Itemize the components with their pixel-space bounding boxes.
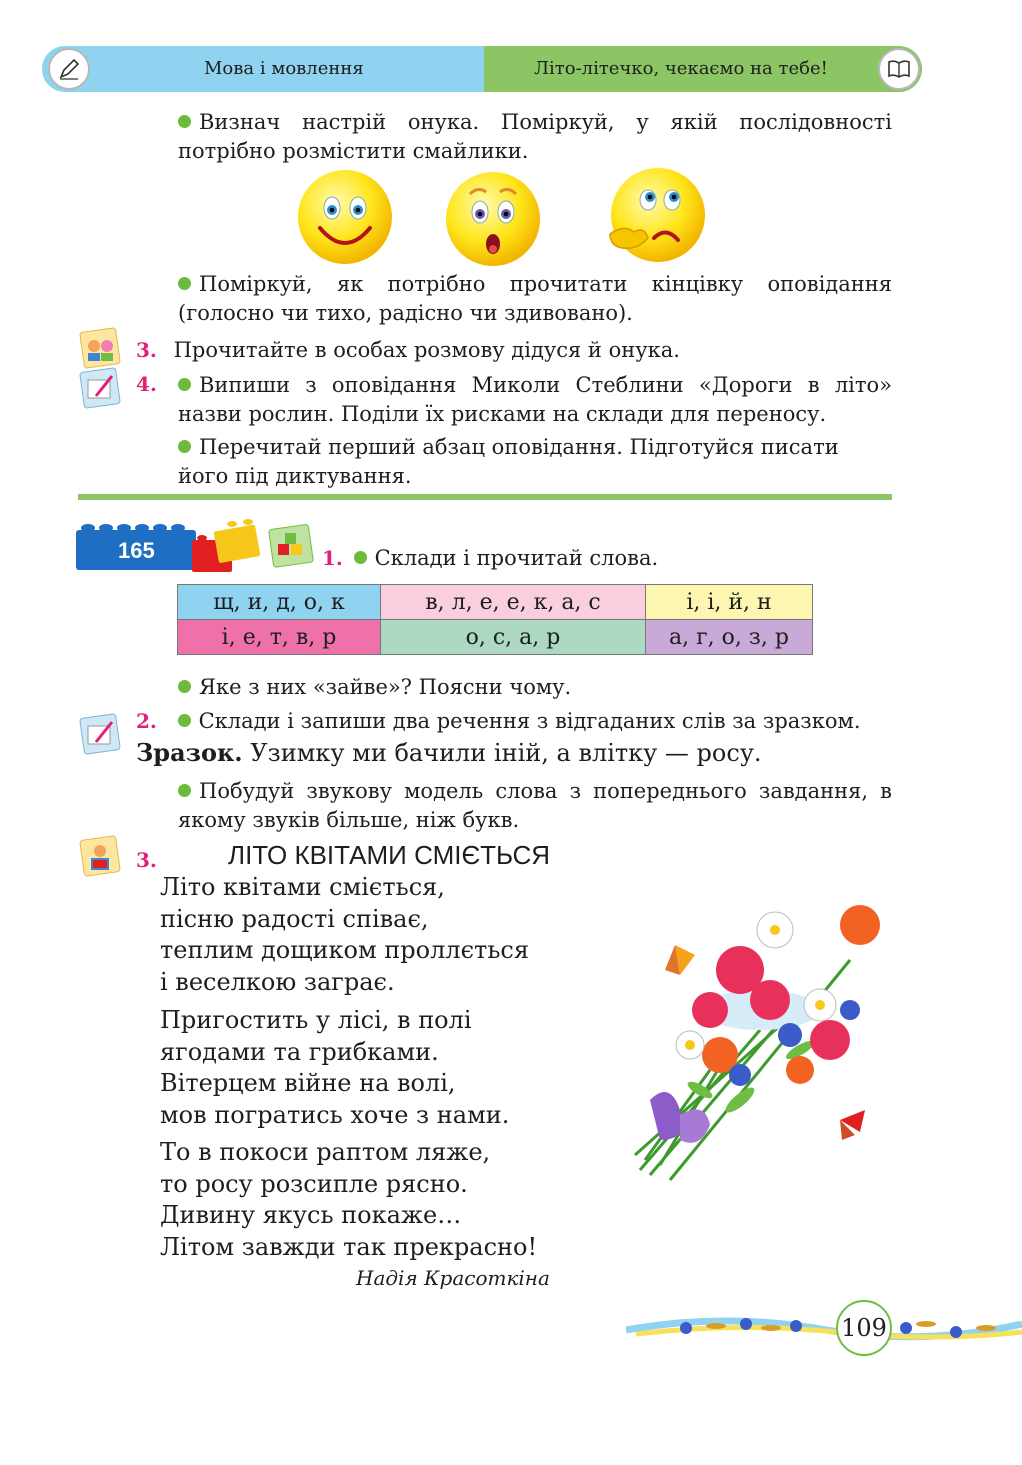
- poem-line: Літо квітами сміється,: [160, 873, 445, 901]
- sample-sentence: [136, 737, 762, 769]
- task-text: Прочитайте в особах розмову дідуся й онука.: [173, 338, 680, 362]
- footer-ornament: [626, 1302, 1022, 1352]
- pen-icon: [48, 48, 90, 90]
- task-bullet: [178, 433, 892, 491]
- poem-stanza: [160, 872, 529, 998]
- bullet-icon: [178, 277, 191, 290]
- poem-author: Надія Красоткіна: [356, 1266, 550, 1290]
- task-text: Перечитай перший абзац оповідання. Підготуйся писати його під диктування.: [178, 435, 839, 488]
- header-right-title: Літо-літечко, чекаємо на тебе!: [534, 58, 828, 79]
- task-bullet: [178, 371, 892, 429]
- table-row: [178, 620, 813, 655]
- table-row: [178, 585, 813, 620]
- bullet-icon: [178, 378, 191, 391]
- sample-label: Зразок.: [136, 738, 243, 767]
- poem-line: Дивину якусь покаже…: [160, 1201, 462, 1229]
- writing-icon: [78, 712, 122, 756]
- smiling-face-icon: [296, 168, 394, 266]
- butterfly-icon: [840, 1110, 865, 1140]
- exercise-2: [136, 707, 861, 736]
- poem-line: Літом завжди так прекрасно!: [160, 1232, 538, 1261]
- bullet-icon: [354, 551, 367, 564]
- poem-line: Вітерцем війне на волі,: [160, 1069, 456, 1097]
- task-bullet: [178, 108, 892, 166]
- poem-line: То в покоси раптом ляже,: [160, 1138, 491, 1166]
- poem-title: ЛІТО КВІТАМИ СМІЄТЬСЯ: [228, 840, 551, 870]
- task-number: 3.: [136, 848, 157, 872]
- butterfly-icon: [665, 945, 695, 975]
- bullet-icon: [178, 440, 191, 453]
- thinking-face-icon: [604, 166, 708, 266]
- task-text: Випиши з оповідання Миколи Стеблини «Дороги в літо» назви рослин. Поділи їх рисками на склади для переносу.: [178, 373, 892, 426]
- book-icon: [878, 48, 920, 90]
- task-bullet: [178, 777, 892, 835]
- poem-line: ягодами та грибками.: [160, 1037, 439, 1066]
- page-number: 109: [836, 1300, 892, 1356]
- section-divider: [78, 494, 892, 500]
- bullet-icon: [178, 784, 191, 797]
- poem-line: то росу розсипле рясно.: [160, 1169, 468, 1198]
- bullet-icon: [178, 115, 191, 128]
- table-cell: і, і, й, н: [646, 585, 813, 620]
- table-cell: в, л, е, е, к, а, с: [381, 585, 646, 620]
- table-cell: о, с, а, р: [381, 620, 646, 655]
- task-number: 4.: [136, 372, 157, 396]
- exercise-1: [322, 544, 658, 573]
- poem-line: і веселкою заграє.: [160, 967, 395, 996]
- poem-stanza: [160, 1137, 537, 1263]
- bullet-icon: [178, 680, 191, 693]
- kids-reading-icon: [78, 326, 122, 370]
- task-text: Яке з них «зайве»? Поясни чому.: [199, 675, 572, 699]
- task-text: Побудуй звукову модель слова з попереднього завдання, в якому звуків більше, ніж букв.: [178, 779, 892, 832]
- child-reading-icon: [78, 834, 122, 878]
- page-header: [42, 46, 922, 92]
- writing-icon: [78, 366, 122, 410]
- poem-line: мов погратись хоче з нами.: [160, 1100, 510, 1129]
- task-text: Склади і прочитай слова.: [374, 546, 659, 570]
- poem-line: Пригостить у лісі, в полі: [160, 1006, 472, 1034]
- lego-blocks-icon: [76, 516, 266, 574]
- task-bullet: [178, 270, 892, 328]
- task-bullet: [178, 673, 571, 702]
- header-left-title: Мова і мовлення: [204, 58, 364, 79]
- task-text: Визнач настрій онука. Поміркуй, у якій послідовності потрібно розмістити смайлики.: [178, 110, 892, 163]
- table-cell: і, е, т, в, р: [178, 620, 381, 655]
- bullet-icon: [178, 714, 191, 727]
- task-number: 1.: [322, 546, 343, 570]
- task-number: 3.: [136, 338, 157, 362]
- surprised-face-icon: [444, 170, 542, 268]
- sample-text: Узимку ми бачили іній, а влітку — росу.: [250, 739, 762, 767]
- lesson-number: 165: [118, 538, 155, 563]
- poem-stanza: [160, 1005, 509, 1131]
- syllable-table: [177, 584, 813, 655]
- task-text: Поміркуй, як потрібно прочитати кінцівку оповідання (голосно чи тихо, радісно чи здивовано).: [178, 272, 892, 325]
- task-3: [136, 336, 680, 365]
- poem-line: пісню радості співає,: [160, 904, 429, 933]
- task-number: 2.: [136, 709, 157, 733]
- abc-cubes-icon: [268, 524, 316, 568]
- table-cell: а, г, о, з, р: [646, 620, 813, 655]
- table-cell: щ, и, д, о, к: [178, 585, 381, 620]
- flower-bouquet-illustration: [620, 900, 896, 1190]
- poem-line: теплим дощиком проллється: [160, 936, 529, 964]
- task-text: Склади і запиши два речення з відгаданих слів за зразком.: [198, 709, 861, 733]
